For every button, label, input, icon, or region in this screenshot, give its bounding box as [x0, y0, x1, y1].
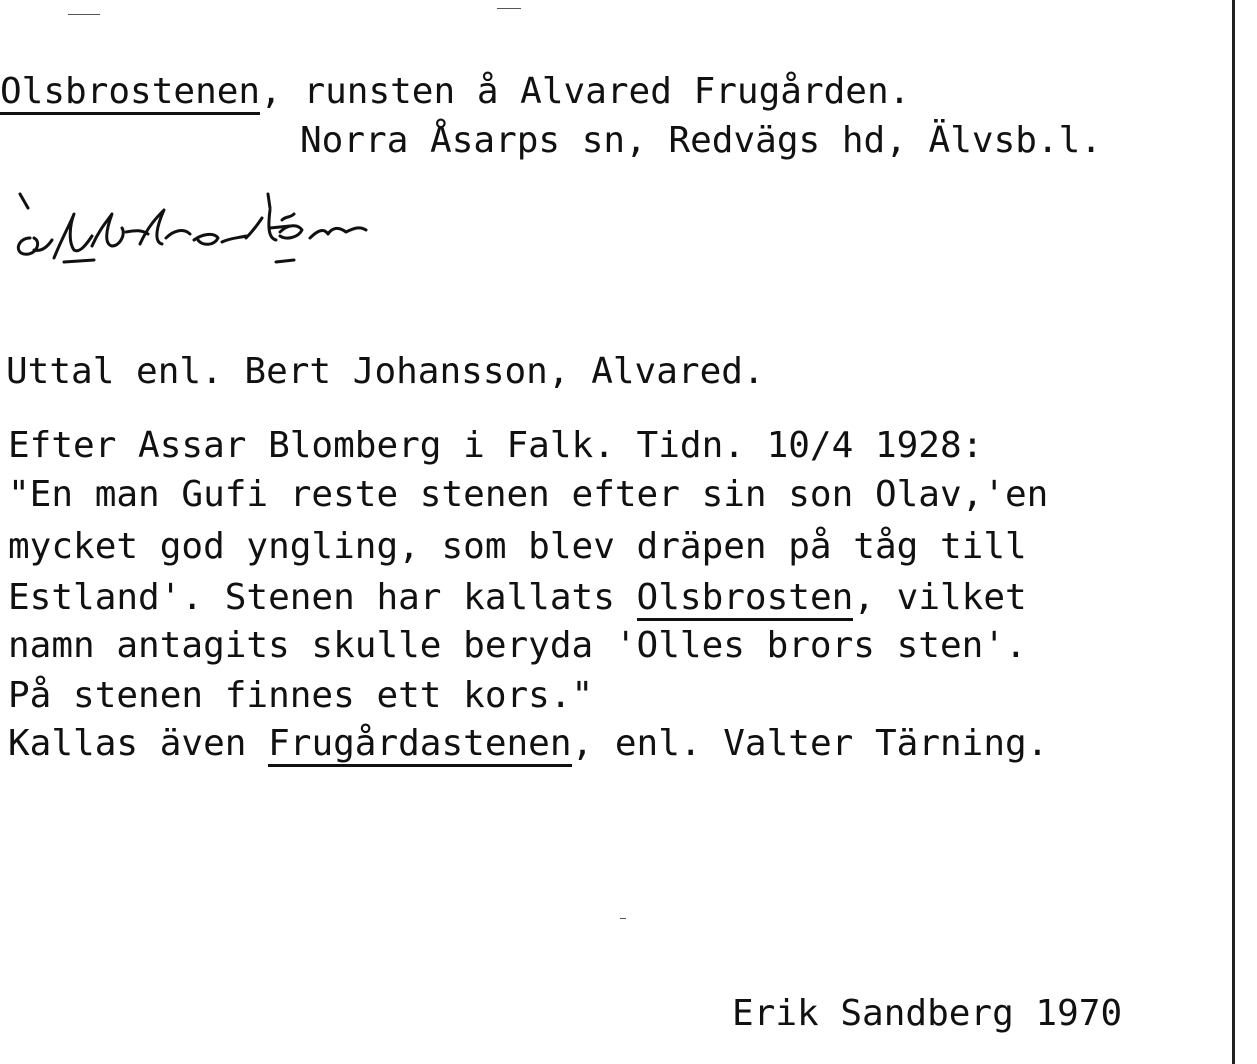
scan-speck — [497, 8, 521, 9]
scan-speck — [68, 14, 100, 15]
quote-line-4-end: , vilket — [853, 577, 1027, 618]
scan-speck — [620, 918, 626, 919]
quote-line-5: namn antagits skulle beryda 'Olles brors sten'. — [8, 625, 1027, 666]
place-name: Olsbrostenen — [0, 71, 260, 115]
kallas-post: , enl. Valter Tärning. — [571, 723, 1049, 764]
header-rest: , runsten å Alvared Frugården. — [260, 71, 911, 112]
alt-name: Olsbrosten — [637, 577, 854, 621]
quote-line-2: "En man Gufi reste stenen efter sin son Olav,'en — [8, 474, 1049, 515]
card-edge — [1232, 0, 1235, 1064]
quote-line-6: På stenen finnes ett kors." — [8, 675, 594, 716]
kallas-name: Frugårdastenen — [268, 723, 571, 767]
quote-line-4 — [8, 578, 1027, 618]
quote-line-4-start: Estland'. Stenen har kallats — [8, 577, 637, 618]
handwritten-pronunciation — [8, 180, 508, 280]
quote-line-3: mycket god yngling, som blev dräpen på tåg till — [8, 526, 1027, 567]
signature: Erik Sandberg 1970 — [732, 993, 1123, 1034]
parish-line: Norra Åsarps sn, Redvägs hd, Älvsb.l. — [300, 120, 1102, 161]
kallas-pre: Kallas även — [8, 723, 269, 764]
header-line-1 — [0, 72, 910, 112]
quote-line-1: Efter Assar Blomberg i Falk. Tidn. 10/4 1928: — [8, 425, 984, 466]
uttal-line: Uttal enl. Bert Johansson, Alvared. — [6, 351, 765, 392]
kallas-line — [8, 724, 1048, 764]
